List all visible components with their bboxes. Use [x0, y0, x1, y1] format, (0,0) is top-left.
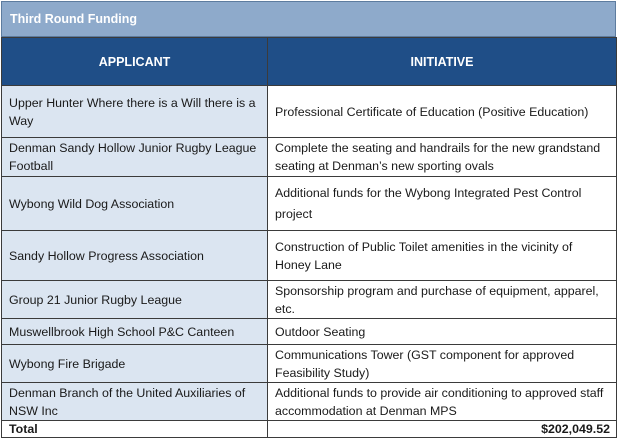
- table-row: [2, 86, 617, 138]
- funding-table: [1, 37, 617, 438]
- initiative-cell: Additional funds to provide air conditioning to approved staff accommodation at Denman MPS: [268, 383, 617, 421]
- applicant-cell: Group 21 Junior Rugby League: [2, 281, 268, 319]
- column-header-applicant: APPLICANT: [2, 38, 268, 86]
- table-row: [2, 383, 617, 421]
- applicant-cell: Upper Hunter Where there is a Will there is a Way: [2, 86, 268, 138]
- table-row: [2, 281, 617, 319]
- initiative-cell: Communications Tower (GST component for approved Feasibility Study): [268, 345, 617, 383]
- applicant-cell: Sandy Hollow Progress Association: [2, 231, 268, 281]
- total-amount: $202,049.52: [268, 421, 617, 438]
- total-row: [2, 421, 617, 438]
- table-row: [2, 319, 617, 345]
- applicant-cell: Denman Sandy Hollow Junior Rugby League Football: [2, 138, 268, 177]
- applicant-cell: Muswellbrook High School P&C Canteen: [2, 319, 268, 345]
- applicant-cell: Wybong Wild Dog Association: [2, 177, 268, 231]
- total-label: Total: [2, 421, 268, 438]
- initiative-cell: Complete the seating and handrails for the new grandstand seating at Denman’s new sporting ovals: [268, 138, 617, 177]
- header-row: [2, 38, 617, 86]
- table-title: Third Round Funding: [1, 1, 616, 37]
- table-row: [2, 231, 617, 281]
- initiative-cell: Outdoor Seating: [268, 319, 617, 345]
- initiative-cell: Construction of Public Toilet amenities in the vicinity of Honey Lane: [268, 231, 617, 281]
- initiative-cell: Professional Certificate of Education (Positive Education): [268, 86, 617, 138]
- initiative-cell: Sponsorship program and purchase of equipment, apparel, etc.: [268, 281, 617, 319]
- initiative-cell: Additional funds for the Wybong Integrated Pest Control project: [268, 177, 617, 231]
- table-row: [2, 345, 617, 383]
- applicant-cell: Wybong Fire Brigade: [2, 345, 268, 383]
- table-row: [2, 177, 617, 231]
- column-header-initiative: INITIATIVE: [268, 38, 617, 86]
- table-row: [2, 138, 617, 177]
- applicant-cell: Denman Branch of the United Auxiliaries of NSW Inc: [2, 383, 268, 421]
